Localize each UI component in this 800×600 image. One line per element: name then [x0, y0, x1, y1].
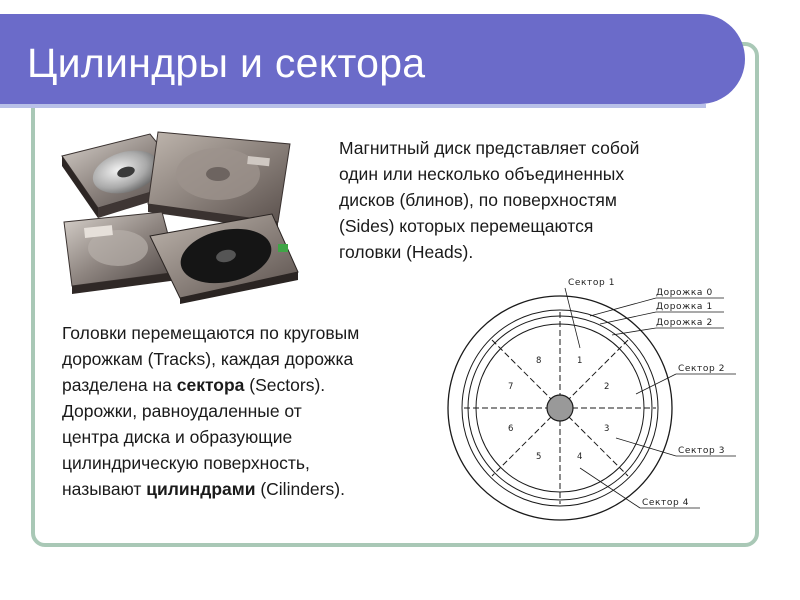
tracks-description-line: [62, 372, 454, 398]
tracks-description-line: [62, 476, 454, 502]
leader-line: [600, 312, 656, 324]
label-underlines: [640, 298, 736, 508]
tracks-description-line: центра диска и образующие: [62, 427, 293, 447]
text-segment: называют: [62, 479, 147, 499]
disk-description-line: головки (Heads).: [339, 242, 474, 262]
sector-number: 2: [604, 382, 610, 392]
bold-term-cylinders: цилиндрами: [146, 479, 256, 499]
text-segment: разделена на: [62, 375, 177, 395]
disk-description-line: дисков (блинов), по поверхностям: [339, 190, 617, 210]
disk-description-line: один или несколько объединенных: [339, 164, 625, 184]
label-sector-2: Сектор 2: [678, 364, 726, 374]
leader-line: [590, 298, 656, 316]
disk-description-line: Магнитный диск представляет собой: [339, 138, 640, 158]
tracks-description: [62, 320, 454, 502]
sector-number: 6: [508, 424, 514, 434]
text-segment: (Sectors).: [244, 375, 326, 395]
disk-description-line: (Sides) которых перемещаются: [339, 216, 594, 236]
drive-4-shape: [150, 214, 298, 304]
label-sector-4: Сектор 4: [642, 498, 690, 508]
disk-description: [339, 135, 729, 265]
disk-diagram: [440, 268, 750, 528]
tracks-description-line: Головки перемещаются по круговым: [62, 323, 360, 343]
title-bar: [0, 14, 745, 104]
title-underline: [0, 104, 706, 108]
sector-number: 7: [508, 382, 514, 392]
text-segment: (Cilinders).: [255, 479, 345, 499]
sector-number: 3: [604, 424, 610, 434]
label-sector-1: Сектор 1: [568, 278, 616, 288]
spindle-hub: [547, 395, 573, 421]
sector-number: 8: [536, 356, 542, 366]
sector-number: 4: [577, 452, 583, 462]
tracks-description-line: Дорожки, равноудаленные от: [62, 401, 302, 421]
slide-title: Цилиндры и сектора: [27, 40, 426, 86]
label-track-1: Дорожка 1: [656, 302, 713, 312]
label-sector-3: Сектор 3: [678, 446, 726, 456]
sector-number: 1: [577, 356, 583, 366]
tracks-description-line: дорожкам (Tracks), каждая дорожка: [62, 349, 354, 369]
sector-number: 5: [536, 452, 542, 462]
hard-drives-image: [58, 126, 304, 304]
bold-term-sectors: сектора: [176, 375, 245, 395]
label-track-2: Дорожка 2: [656, 318, 713, 328]
tracks-description-line: цилиндрическую поверхность,: [62, 453, 310, 473]
label-track-0: Дорожка 0: [656, 288, 713, 298]
